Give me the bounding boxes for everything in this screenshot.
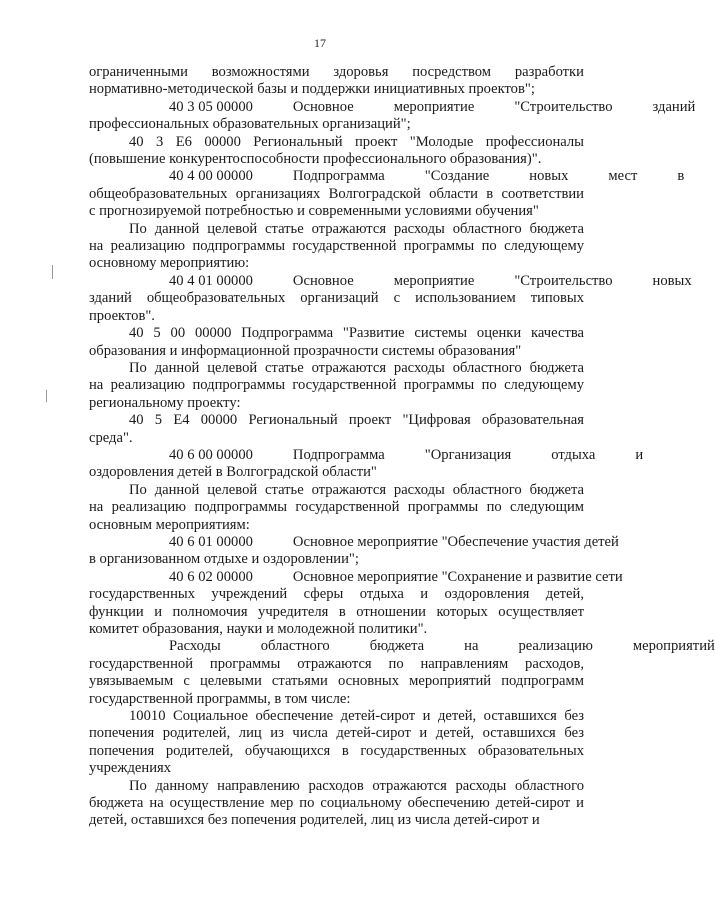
text-line <box>89 272 692 290</box>
word: и <box>635 446 644 463</box>
paragraph <box>89 168 685 220</box>
word: Основное мероприятие "Сохранение и развитие сети <box>292 568 623 585</box>
text-line: основным мероприятиям: <box>89 516 250 533</box>
word: посредством <box>412 64 492 80</box>
word: здоровья <box>333 64 389 80</box>
text-line: на реализацию подпрограммы государственной программы по следующему <box>89 238 584 255</box>
paragraph <box>89 412 584 447</box>
text-line: 40 5 Е4 00000 Региональный проект "Цифровая образовательная <box>129 412 584 429</box>
text-line: проектов". <box>89 307 155 324</box>
text-line: государственной программы отражаются по направлениям расходов, <box>89 655 584 672</box>
text-line: 10010 Социальное обеспечение детей-сирот и детей, оставшихся без <box>129 708 584 725</box>
word: ограниченными <box>89 64 188 80</box>
page-number: 17 <box>314 36 326 50</box>
paragraph <box>89 98 696 134</box>
word: 40 3 05 00000 <box>169 98 253 115</box>
paragraph <box>89 64 584 99</box>
word: областного <box>260 638 330 655</box>
text-line: среда". <box>89 429 133 446</box>
text-line: детей, оставшихся без попечения родителей, лиц из числа детей-сирот и <box>89 812 540 829</box>
paragraph <box>89 533 619 569</box>
text-line: зданий общеобразовательных организаций с использованием типовых <box>89 290 584 307</box>
word: 40 4 01 00000 <box>169 272 253 289</box>
word: новых <box>652 272 692 289</box>
word: отдыха <box>551 446 596 463</box>
text-line <box>89 98 696 116</box>
word: Расходы <box>169 638 221 655</box>
word: Подпрограмма <box>292 446 385 463</box>
paragraph <box>89 360 584 412</box>
text-line: оздоровления детей в Волгоградской области" <box>89 464 377 481</box>
word: 40 4 00 00000 <box>169 168 253 185</box>
word: 40 6 02 00000 <box>169 568 253 585</box>
text-line <box>89 533 619 551</box>
word: Основное <box>292 98 354 115</box>
word: мероприятие <box>393 98 475 115</box>
text-line: государственных учреждений сферы отдыха и оздоровления детей, <box>89 586 584 603</box>
text-line: комитет образования, науки и молодежной политики". <box>89 621 428 637</box>
word: Основное <box>292 272 354 289</box>
text-line: профессиональных образовательных организаций"; <box>89 116 411 133</box>
text-line: По данному направлению расходов отражаются расходы областного <box>129 777 584 794</box>
text-line: попечения родителей, обучающихся в государственных образовательных <box>89 742 584 759</box>
scan-margin-mark <box>52 265 53 279</box>
document-body <box>89 64 715 830</box>
word: мероприятие <box>393 272 475 289</box>
word: в <box>677 168 685 185</box>
word: бюджета <box>369 638 425 655</box>
text-line <box>89 446 644 464</box>
word: на <box>464 638 479 655</box>
text-line: По данной целевой статье отражаются расходы областного бюджета <box>129 481 584 498</box>
text-line: функции и полномочия учредителя в отношении которых осуществляет <box>89 603 584 620</box>
word: разработки <box>514 64 584 80</box>
word: реализацию <box>518 638 593 655</box>
text-line: на реализацию подпрограммы государственной программы по следующему <box>89 377 584 394</box>
text-line: 40 5 00 00000 Подпрограмма "Развитие системы оценки качества <box>129 325 584 342</box>
word: Подпрограмма <box>292 168 385 185</box>
text-line: 40 3 Е6 00000 Региональный проект "Молодые профессионалы <box>129 133 584 150</box>
paragraph <box>89 778 584 830</box>
text-line: региональному проекту: <box>89 394 241 411</box>
text-line: учреждениях <box>89 760 172 777</box>
text-line: образования и информационной прозрачности системы образования" <box>89 342 522 359</box>
scan-margin-mark <box>46 390 47 402</box>
text-line: общеобразовательных организациях Волгоградской области в соответствии <box>89 185 584 202</box>
paragraph <box>89 446 644 482</box>
word: "Строительство <box>514 98 613 115</box>
paragraph <box>89 134 584 169</box>
word: 40 6 01 00000 <box>169 533 253 550</box>
text-line: с прогнозируемой потребностью и современными условиями обучения" <box>89 203 539 220</box>
text-line: По данной целевой статье отражаются расходы областного бюджета <box>129 220 584 237</box>
word: Основное мероприятие "Обеспечение участия детей <box>292 533 619 550</box>
paragraph <box>89 272 692 325</box>
paragraph <box>89 482 584 534</box>
paragraph <box>89 568 623 639</box>
text-line: По данной целевой статье отражаются расходы областного бюджета <box>129 359 584 376</box>
word: возможностями <box>211 64 310 80</box>
word: "Организация <box>424 446 512 463</box>
text-line <box>89 168 685 185</box>
text-line: нормативно-методической базы и поддержки инициативных проектов"; <box>89 81 535 98</box>
word: новых <box>529 168 569 185</box>
word: 40 6 00 00000 <box>169 446 253 463</box>
word: "Создание <box>424 168 490 185</box>
text-line: государственной программы, в том числе: <box>89 690 351 707</box>
text-line: (повышение конкурентоспособности профессионального образования)". <box>89 151 542 168</box>
text-line: на реализацию подпрограммы государственной программы по следующим <box>89 499 584 516</box>
word: зданий <box>652 98 696 115</box>
paragraph <box>89 325 584 360</box>
text-line <box>89 64 584 81</box>
text-line: в организованном отдыхе и оздоровлении"; <box>89 551 359 568</box>
text-line: основному мероприятию: <box>89 255 250 272</box>
word: "Строительство <box>514 272 613 289</box>
paragraph <box>89 638 715 708</box>
text-line: бюджета на осуществление мер по социальному обеспечению детей-сирот и <box>89 795 584 812</box>
word: мероприятий <box>632 638 715 655</box>
text-line: попечения родителей, лиц из числа детей-сирот и детей, оставшихся без <box>89 725 584 742</box>
text-line: увязываемым с целевыми статьями основных мероприятий подпрограмм <box>89 673 584 690</box>
paragraph <box>89 708 584 778</box>
text-line <box>89 638 715 655</box>
word: мест <box>608 168 638 185</box>
paragraph <box>89 221 584 273</box>
text-line <box>89 568 623 586</box>
